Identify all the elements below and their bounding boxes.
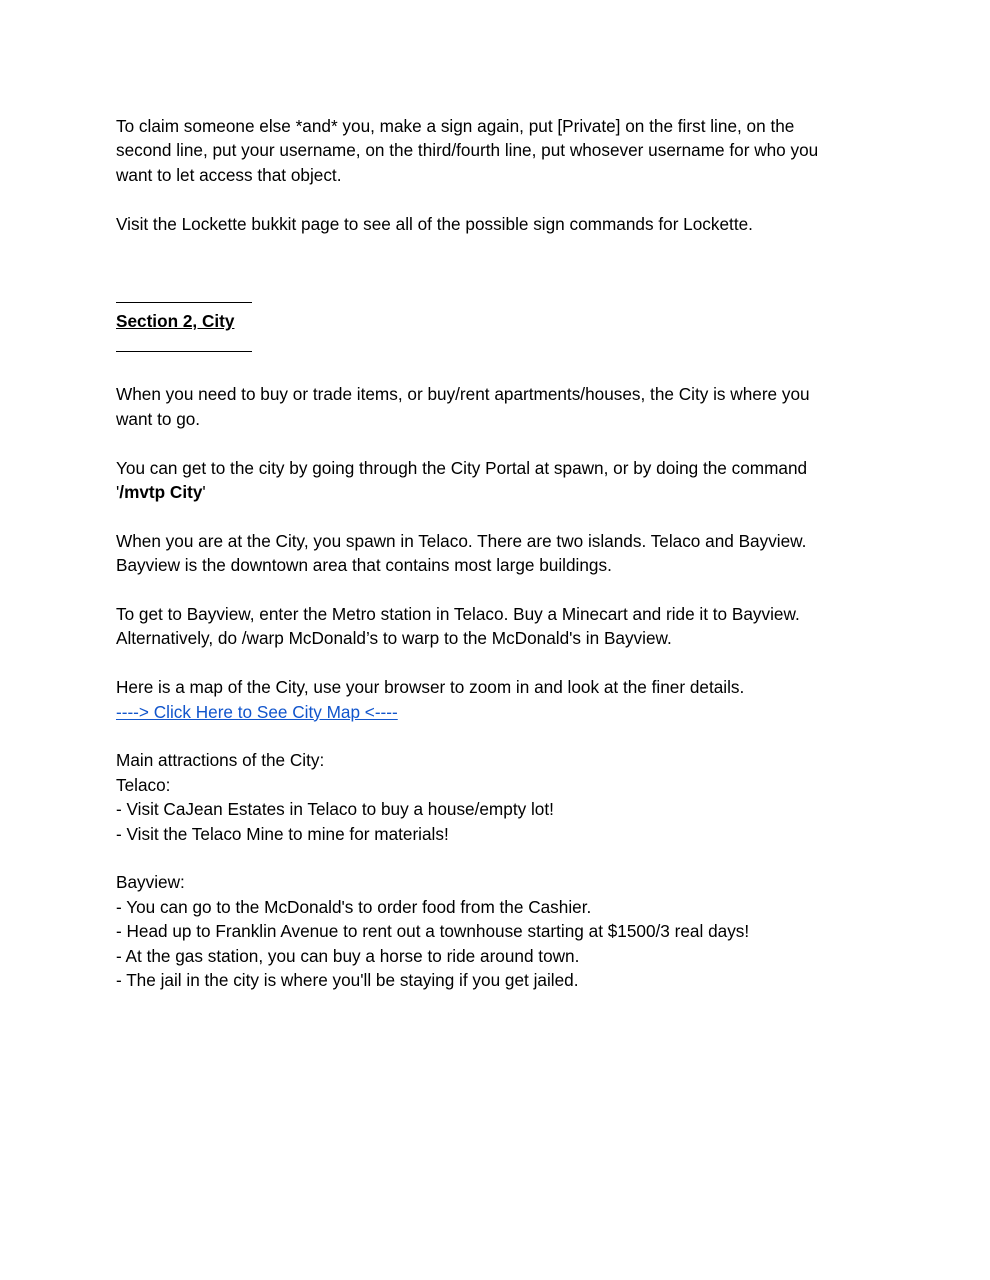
text-line: Alternatively, do /warp McDonald’s to warp to the McDonald's in Bayview. bbox=[116, 628, 672, 649]
document-page bbox=[116, 114, 856, 1017]
paragraph-lockette-page bbox=[116, 212, 856, 236]
telaco-heading: Telaco: bbox=[116, 774, 171, 795]
text-line: You can get to the city by going through the City Portal at spawn, or by doing the command bbox=[116, 457, 808, 478]
section-divider-bottom bbox=[116, 334, 856, 358]
quote-close: ' bbox=[202, 481, 206, 502]
list-item: - The jail in the city is where you'll be staying if you get jailed. bbox=[116, 970, 579, 991]
blank-line bbox=[116, 358, 856, 382]
text-line: want to go. bbox=[116, 408, 201, 429]
paragraph-private-sign bbox=[116, 114, 856, 187]
text-line: second line, put your username, on the third/fourth line, put whosever username for who you bbox=[116, 140, 819, 161]
paragraph-city-map bbox=[116, 675, 856, 724]
list-item: - Visit CaJean Estates in Telaco to buy a house/empty lot! bbox=[116, 799, 554, 820]
text-line: Bayview is the downtown area that contains most large buildings. bbox=[116, 555, 612, 576]
attractions-heading: Main attractions of the City: bbox=[116, 750, 325, 771]
text-line: When you need to buy or trade items, or buy/rent apartments/houses, the City is where you bbox=[116, 384, 810, 405]
bayview-heading: Bayview: bbox=[116, 872, 185, 893]
list-item: - At the gas station, you can buy a horse to ride around town. bbox=[116, 945, 580, 966]
command-text: /mvtp City bbox=[119, 481, 203, 502]
quote-open: ' bbox=[116, 481, 120, 502]
text-line: Here is a map of the City, use your browser to zoom in and look at the finer details. bbox=[116, 677, 745, 698]
paragraph-islands bbox=[116, 529, 856, 578]
attractions-list bbox=[116, 748, 856, 846]
list-item: - Head up to Franklin Avenue to rent out a townhouse starting at $1500/3 real days! bbox=[116, 921, 750, 942]
list-item: - Visit the Telaco Mine to mine for materials! bbox=[116, 823, 449, 844]
paragraph-city-access bbox=[116, 456, 856, 505]
text-line: want to let access that object. bbox=[116, 164, 342, 185]
blank-line bbox=[116, 260, 856, 284]
text-line: To claim someone else *and* you, make a sign again, put [Private] on the first line, on the bbox=[116, 116, 795, 136]
text-line bbox=[116, 700, 856, 724]
list-item: - You can go to the McDonald's to order food from the Cashier. bbox=[116, 896, 592, 917]
paragraph-city-intro bbox=[116, 382, 856, 431]
text-line: When you are at the City, you spawn in Telaco. There are two islands. Telaco and Bayview. bbox=[116, 530, 807, 551]
text-line: Visit the Lockette bukkit page to see all of the possible sign commands for Lockette. bbox=[116, 213, 753, 234]
text-line: To get to Bayview, enter the Metro station in Telaco. Buy a Minecart and ride it to Bayview. bbox=[116, 603, 800, 624]
text-line bbox=[116, 480, 856, 504]
bayview-list bbox=[116, 870, 856, 992]
city-map-link[interactable]: ----> Click Here to See City Map <---- bbox=[116, 701, 398, 722]
section-divider-top bbox=[116, 285, 856, 309]
paragraph-bayview-travel bbox=[116, 602, 856, 651]
section-title: Section 2, City bbox=[116, 311, 235, 332]
